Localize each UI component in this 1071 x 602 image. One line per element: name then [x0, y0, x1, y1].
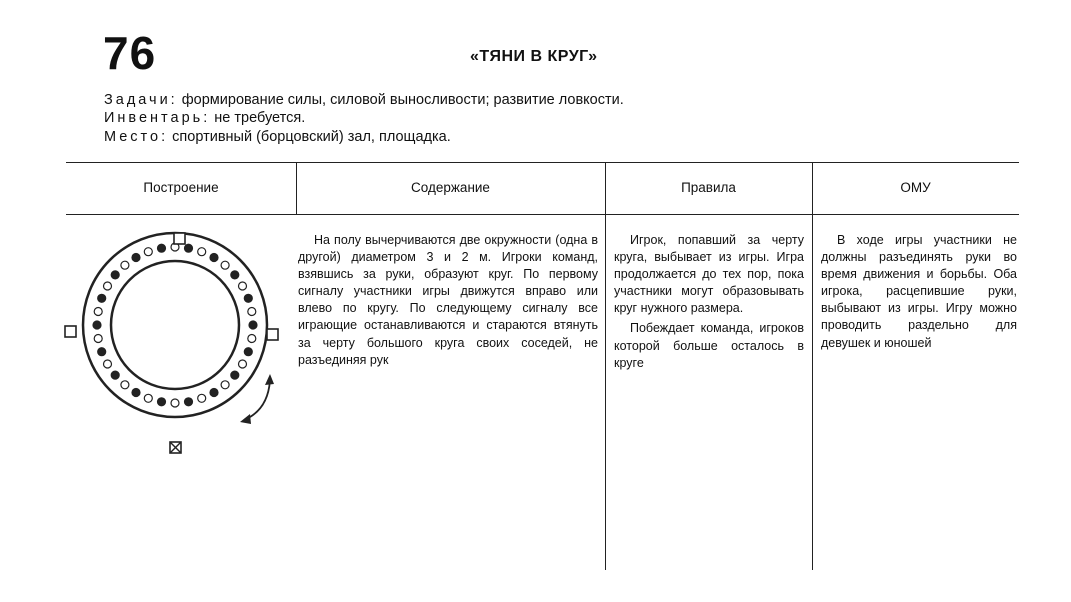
player-dot: [221, 261, 229, 269]
omu-text: В ходе игры участники не должны разъединять руки во время движения и борьбы. Оба игрока, расцепившие руки, выбывают из игры. Игру можно проводить раздельно для девушек и юношей: [821, 233, 1017, 350]
column-divider-3: [812, 162, 813, 570]
meta-tasks: [104, 91, 624, 109]
page-number: 76: [103, 27, 157, 79]
meta-place-text: спортивный (борцовский) зал, площадка.: [172, 129, 451, 145]
header-content: Содержание: [411, 180, 490, 195]
page-title: «ТЯНИ В КРУГ»: [470, 48, 598, 65]
player-dot: [249, 321, 257, 329]
player-dot: [93, 321, 101, 329]
rules-cell: [614, 232, 804, 372]
player-dot: [244, 348, 252, 356]
player-dot: [98, 348, 106, 356]
player-dot: [231, 271, 239, 279]
player-dot: [158, 244, 166, 252]
player-dot: [239, 360, 247, 368]
player-dot: [185, 398, 193, 406]
content-text: На полу вычерчиваются две окружности (одна в другой) диаметром 3 и 2 м. Игроки команд, взявшись за руки, образуют круг. По первому сигналу участники игры движутся вправо или влево по кругу. По следующему сигналу все играющие останавливаются и стараются втянуть за черту большого круга своих соседей, не разъединяя рук: [298, 233, 598, 367]
player-dot: [158, 398, 166, 406]
meta-equipment: [104, 109, 305, 127]
player-dot: [244, 294, 252, 302]
rules-text-2: Побеждает команда, игроков которой больше осталось в круге: [614, 321, 804, 370]
player-dot: [210, 389, 218, 397]
player-dot: [121, 261, 129, 269]
player-dot: [198, 394, 206, 402]
content-cell: [298, 232, 598, 369]
player-dot: [144, 394, 152, 402]
player-dot: [171, 399, 179, 407]
player-dot: [198, 248, 206, 256]
rotation-arrow-icon: [240, 374, 274, 424]
square-marker-icon: [65, 326, 76, 337]
header-construction: Построение: [143, 180, 219, 195]
player-dot: [248, 335, 256, 343]
player-dot: [231, 371, 239, 379]
column-divider-2: [605, 162, 606, 570]
player-dot: [94, 335, 102, 343]
formation-diagram: [60, 224, 290, 464]
rules-text-1: Игрок, попавший за черту круга, выбывает из игры. Игра продолжается до тех пор, пока участники могут образовывать круг нужного размера.: [614, 233, 804, 316]
meta-place: [104, 128, 451, 146]
inner-circle: [111, 261, 239, 389]
player-dot: [104, 360, 112, 368]
header-omu: ОМУ: [900, 180, 931, 195]
player-dot: [132, 389, 140, 397]
table-top-rule: [66, 162, 1019, 163]
player-dot: [104, 282, 112, 290]
player-dot: [132, 254, 140, 262]
header-rules: Правила: [681, 180, 736, 195]
player-dot: [144, 248, 152, 256]
square-marker-icon: [267, 329, 278, 340]
table-header-rule: [66, 214, 1019, 215]
omu-cell: [821, 232, 1017, 352]
players-ring: [93, 243, 257, 407]
player-dot: [185, 244, 193, 252]
player-dot: [221, 381, 229, 389]
player-dot: [94, 308, 102, 316]
player-dot: [248, 308, 256, 316]
crossed-square-marker-icon: [170, 442, 181, 453]
meta-equipment-text: не требуется.: [214, 110, 306, 126]
player-dot: [239, 282, 247, 290]
player-dot: [210, 254, 218, 262]
player-dot: [111, 271, 119, 279]
player-dot: [121, 381, 129, 389]
meta-tasks-label: Задачи:: [104, 92, 178, 108]
meta-tasks-text: формирование силы, силовой выносливости; развитие ловкости.: [181, 92, 624, 108]
player-dot: [98, 294, 106, 302]
square-marker-icon: [174, 233, 185, 244]
player-dot: [111, 371, 119, 379]
meta-equipment-label: Инвентарь:: [104, 110, 211, 126]
meta-place-label: Место:: [104, 129, 169, 145]
